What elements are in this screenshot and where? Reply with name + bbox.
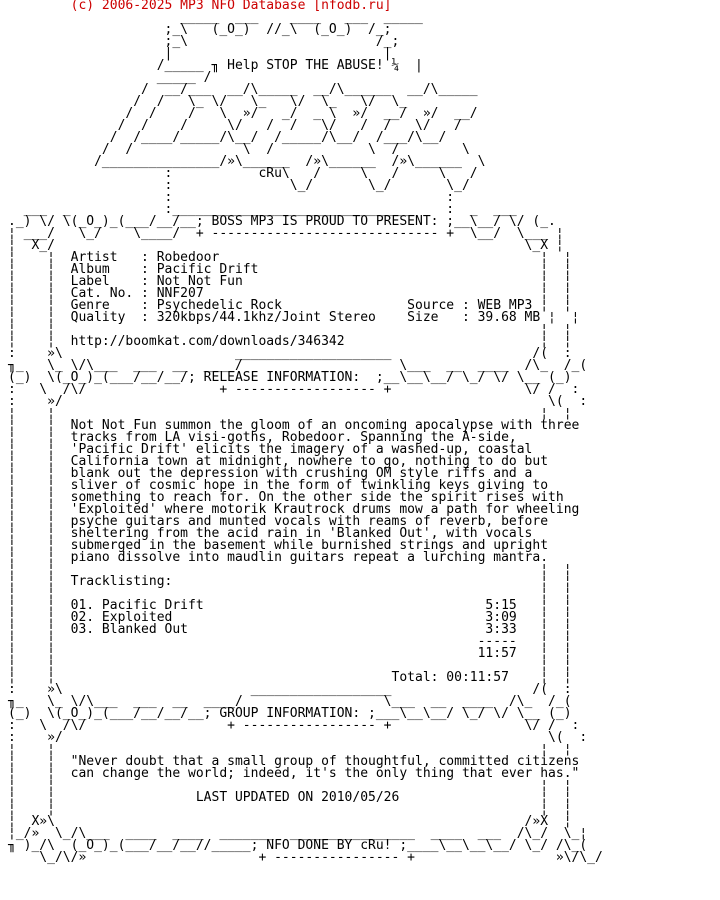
nfo-line: ¦ ¦ sliver of cosmic hope in the form of twinkling keys giving to xyxy=(8,478,549,493)
nfo-line: ¦ ¦ submerged in the basement while burnished strings and upright xyxy=(8,538,549,553)
nfo-line: ._) \/ \(_O_)_(___/__/__; BOSS MP3 IS PROUD TO PRESENT: ;__\__/ \/ (_. xyxy=(8,214,556,229)
nfo-line: /_____ ╖ Help STOP THE ABUSE! ¼ | xyxy=(8,58,423,73)
nfo-line: / / / \ »/ _/ _ \ »/ __/ »/ __/ xyxy=(8,106,478,121)
nfo-line: ___ _ :_______________________________ : _ ___ xyxy=(8,202,517,217)
nfo-line: : \ /\/ + ----------------- + \/ / : xyxy=(8,718,580,733)
nfo-document xyxy=(8,0,603,864)
nfo-line: ¦ ¦ sheltering from the acid rain in 'Blanked Out', with vocals xyxy=(8,526,533,541)
nfo-line: : \_/ \_/ \_/ xyxy=(8,178,470,193)
nfo-line: ¦ ¦ 03. Blanked Out 3:33 ¦ ¦ xyxy=(8,622,572,637)
nfo-line: ¦ ¦ ¦ ¦ xyxy=(8,802,572,817)
nfo-line: ¦ ¦ Tracklisting: ¦ ¦ xyxy=(8,574,572,589)
nfodb-header-link[interactable]: (c) 2006-2025 MP3 NFO Database [nfodb.ru] xyxy=(8,0,392,13)
nfo-line: ¦ ¦ 'Pacific Drift' elicits the imagery of a washed-up, coastal xyxy=(8,442,533,457)
nfo-line: ╖_ \_ \/\___ ___ __ ____/ \___ __ ____ /\_ /_( xyxy=(8,694,572,709)
nfo-line: ¦ ¦ tracks from LA visi-goths, Robedoor. Spanning the A-side, xyxy=(8,430,517,445)
nfo-line: / /____/_____/\__/ /_____/\__/ /___/\__/ xyxy=(8,130,447,145)
nfo-line: \_/\/» + ---------------- + »\/\_/ xyxy=(8,850,603,865)
nfo-line: : »\ ____________________ /( : xyxy=(8,346,572,361)
nfo-line: ¦ ¦ Genre : Psychedelic Rock Source : WEB MP3 ¦ ¦ xyxy=(8,298,572,313)
nfo-line: ¦ ¦ Label : Not Not Fun ¦ ¦ xyxy=(8,274,572,289)
nfo-body xyxy=(8,12,603,864)
nfo-line: ¦ ¦ ¦ ¦ xyxy=(8,778,572,793)
nfo-line: ¦ ¦ something to reach for. On the other side the spirit rises with xyxy=(8,490,564,505)
nfo-line: ¦ ¦ can change the world; indeed, it's the only thing that ever has." xyxy=(8,766,580,781)
nfo-line: ¦ ¦ ¦ ¦ xyxy=(8,562,572,577)
nfo-line: / / \ / \ / \ xyxy=(8,142,470,157)
nfo-line: ¦ ¦ Not Not Fun summon the gloom of an oncoming apocalypse with three xyxy=(8,418,580,433)
nfo-line: (_) \(_O_)_(___/__/__/; RELEASE INFORMATION: ;__\__\__/ \_/ \/ \__ (_) xyxy=(8,370,572,385)
nfo-line: ¦ ¦ ¦ ¦ xyxy=(8,742,572,757)
nfo-line: ¦ ¦ ¦ ¦ xyxy=(8,586,572,601)
nfo-line: ¦ ¦ Cat. No. : NNF207 ¦ ¦ xyxy=(8,286,572,301)
nfo-line: ¦ ¦ ¦ ¦ xyxy=(8,406,572,421)
nfo-line: ¦ ¦ ¦ ¦ xyxy=(8,322,572,337)
nfo-line: ¦ X»\ /»X ¦ xyxy=(8,814,572,829)
nfo-line: ¦ ¦ ¦ ¦ xyxy=(8,658,572,673)
nfo-line: ¦_/» \_/\___ ____ ____ _______ ________________ ____ ___ /\_/ \_¦ xyxy=(8,826,588,841)
nfo-line: ¦ ¦ California town at midnight, nowhere to go, nothing to do but xyxy=(8,454,549,469)
nfo-line: ¦ ¦ 'Exploited' where motorik Krautrock drums mow a path for wheeling xyxy=(8,502,580,517)
nfo-line: ¦ ¦ 01. Pacific Drift 5:15 ¦ ¦ xyxy=(8,598,572,613)
nfo-line: : \ /\/ + ------------------ + \/ / : xyxy=(8,382,580,397)
nfo-line: ¦ ¦ 02. Exploited 3:09 ¦ ¦ xyxy=(8,610,572,625)
nfo-line: ¦ ¦ psyche guitars and munted vocals with reams of reverb, before xyxy=(8,514,549,529)
nfo-line: | | xyxy=(8,46,392,61)
nfo-line: ╖_ \_ \/\___ ___ __ ____/ \___ __ ____ /\_ /_( xyxy=(8,358,588,373)
nfo-line: (_) \(_O_)_(___/__/__/__; GROUP INFORMATION: ;___\__\__/ \_/ \/ \__ (_) xyxy=(8,706,572,721)
nfo-line: _____ ___ ____ ___ _____ xyxy=(8,10,423,25)
nfo-line: : »/ \( : xyxy=(8,730,588,745)
nfo-line: _____ / xyxy=(8,70,212,85)
nfo-line: / / / \/ / / \/ / / \/ / xyxy=(8,118,462,133)
nfo-line: ¦ ¦ Total: 00:11:57 ¦ ¦ xyxy=(8,670,572,685)
nfo-line: /_______________/»\______ /»\______ /»\______ \ xyxy=(8,154,486,169)
nfo-line: : »/ \( : xyxy=(8,394,588,409)
nfo-line: ¦ ¦ "Never doubt that a small group of thoughtful, committed citizens xyxy=(8,754,580,769)
nfo-line: ;_\ (_O_) //_\ (_O_) /_; xyxy=(8,22,392,37)
nfo-line: ¦ ¦ blank out the depression with crushing OM style riffs and a xyxy=(8,466,533,481)
nfo-line: : cRu\ / \ / \ / xyxy=(8,166,478,181)
nfo-line: : »\ __________________ /( : xyxy=(8,682,572,697)
nfo-line: ¦ ¦ Quality : 320kbps/44.1khz/Joint Stereo Size : 39.68 MB ¦ ¦ xyxy=(8,310,580,325)
nfo-line: : : xyxy=(8,190,455,205)
nfo-line: ¦ ¦ LAST UPDATED ON 2010/05/26 ¦ ¦ xyxy=(8,790,572,805)
nfo-line: ¦ ¦ Artist : Robedoor ¦ ¦ xyxy=(8,250,572,265)
nfo-line: ¦ X_/ \_X ¦ xyxy=(8,238,564,253)
nfo-line: ¦ ¦ ----- ¦ ¦ xyxy=(8,634,572,649)
nfo-line: / / \_ \/ \_ \/ \_ \/ \_ xyxy=(8,94,439,109)
nfo-line: ¦ ¦ piano dissolve into maudlin guitars repeat a lurching mantra. xyxy=(8,550,549,565)
nfo-line: ¦ ___/ \_/ \____/ + ----------------------------- + \__/ \___ ¦ xyxy=(8,226,564,241)
nfo-line: ╖ )_/\ (_O_)_(___/__/__//_____; NFO DONE BY cRu! ;____\__\__\__/ \_/ /\_( xyxy=(8,838,588,853)
nfo-line: ¦ ¦ http://boomkat.com/downloads/346342 ¦ ¦ xyxy=(8,334,572,349)
nfo-line: ;_\ /_; xyxy=(8,34,400,49)
nfo-line: ¦ ¦ Album : Pacific Drift ¦ ¦ xyxy=(8,262,572,277)
nfo-line: ¦ ¦ 11:57 ¦ ¦ xyxy=(8,646,572,661)
nfo-line: / __/___ __/\_____ __/\______ __/\_____ xyxy=(8,82,478,97)
